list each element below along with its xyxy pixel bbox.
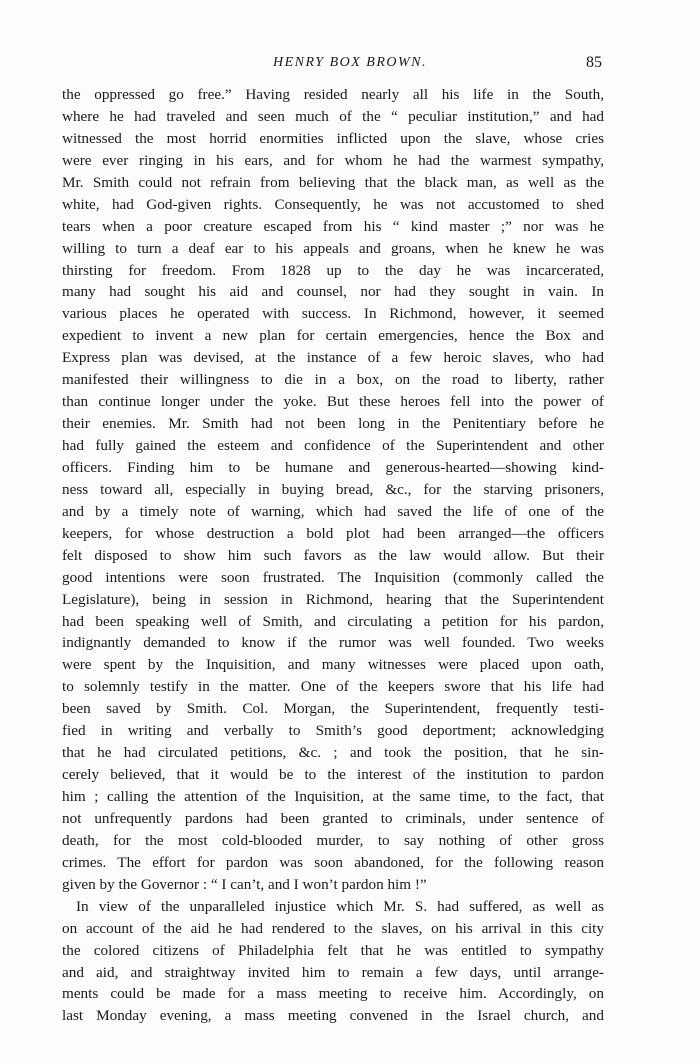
text-line: had fully gained the esteem and confidence of the Superintendent and other <box>62 437 604 454</box>
running-head <box>0 53 700 75</box>
text-line: ments could be made for a mass meeting to receive him. Accordingly, on <box>62 985 604 1003</box>
text-line: and aid, and straightway invited him to remain a few days, until arrange- <box>62 963 604 981</box>
text-line: officers. Finding him to be humane and generous-hearted—showing kind- <box>62 458 604 476</box>
text-line: not unfrequently pardons had been granted to criminals, under sentence of <box>62 809 604 827</box>
text-line: various places he operated with success. In Richmond, however, it seemed <box>62 305 604 323</box>
body-text <box>62 84 604 1027</box>
text-line: the colored citizens of Philadelphia felt that he was entitled to sympathy <box>62 941 604 959</box>
text-line: willing to turn a deaf ear to his appeals and groans, when he knew he was <box>62 239 604 257</box>
text-line: and by a timely note of warning, which had saved the life of one of the <box>62 502 604 520</box>
text-line: fied in writing and verbally to Smith’s good deportment; acknowledging <box>62 722 604 740</box>
page-number: 85 <box>586 54 602 71</box>
text-line: Legislature), being in session in Richmond, hearing that the Superintendent <box>62 590 604 608</box>
paragraph-start-line: In view of the unparalleled injustice which Mr. S. had suffered, as well as <box>76 897 604 915</box>
text-line: last Monday evening, a mass meeting convened in the Israel church, and <box>62 1007 604 1025</box>
text-line: where he had traveled and seen much of the “ peculiar institution,” and had <box>62 107 604 125</box>
paragraph-end-line: given by the Governor : “ I can’t, and I won’t pardon him !” <box>62 875 427 893</box>
text-line: crimes. The effort for pardon was soon abandoned, for the following reason <box>62 853 604 871</box>
text-line: than continue longer under the yoke. But these heroes fell into the power of <box>62 393 604 411</box>
text-line: many had sought his aid and counsel, nor had they sought in vain. In <box>62 283 604 301</box>
text-line: were ever ringing in his ears, and for whom he had the warmest sympathy, <box>62 151 604 169</box>
text-line: on account of the aid he had rendered to the slaves, on his arrival in this city <box>62 919 604 937</box>
text-line: tears when a poor creature escaped from his “ kind master ;” nor was he <box>62 217 604 235</box>
text-line: keepers, for whose destruction a bold plot had been arranged—the officers <box>62 524 604 542</box>
text-line: were spent by the Inquisition, and many witnesses were placed upon oath, <box>62 656 604 674</box>
text-line: to solemnly testify in the matter. One of the keepers swore that his life had <box>62 678 604 696</box>
text-line: him ; calling the attention of the Inquisition, at the same time, to the fact, that <box>62 788 604 805</box>
text-line: manifested their willingness to die in a box, on the road to liberty, rather <box>62 371 604 389</box>
text-line: felt disposed to show him such favors as the law would allow. But their <box>62 546 604 564</box>
text-line: Mr. Smith could not refrain from believing that the black man, as well as the <box>62 173 604 191</box>
text-line: thirsting for freedom. From 1828 up to the day he was incarcerated, <box>62 261 604 279</box>
text-line: been saved by Smith. Col. Morgan, the Superintendent, frequently testi- <box>62 700 604 718</box>
text-line: their enemies. Mr. Smith had not been long in the Penitentiary before he <box>62 415 604 433</box>
text-line: expedient to invent a new plan for certain emergencies, hence the Box and <box>62 327 604 345</box>
text-line: death, for the most cold-blooded murder, to say nothing of other gross <box>62 831 604 849</box>
text-line: witnessed the most horrid enormities inflicted upon the slave, whose cries <box>62 129 604 147</box>
text-line: white, had God-given rights. Consequently, he was not accustomed to shed <box>62 195 604 213</box>
text-line: had been speaking well of Smith, and circulating a petition for his pardon, <box>62 612 604 630</box>
text-line: cerely believed, that it would be to the interest of the institution to pardon <box>62 766 604 784</box>
text-line: ness toward all, especially in buying bread, &c., for the starving prisoners, <box>62 480 604 498</box>
text-line: Express plan was devised, at the instance of a few heroic slaves, who had <box>62 349 604 367</box>
text-line: the oppressed go free.” Having resided nearly all his life in the South, <box>62 86 604 103</box>
text-line: indignantly demanded to know if the rumor was well founded. Two weeks <box>62 634 604 652</box>
text-line: good intentions were soon frustrated. The Inquisition (commonly called the <box>62 568 604 586</box>
running-title: HENRY BOX BROWN. <box>272 55 427 70</box>
text-line: that he had circulated petitions, &c. ; and took the position, that he sin- <box>62 744 604 762</box>
